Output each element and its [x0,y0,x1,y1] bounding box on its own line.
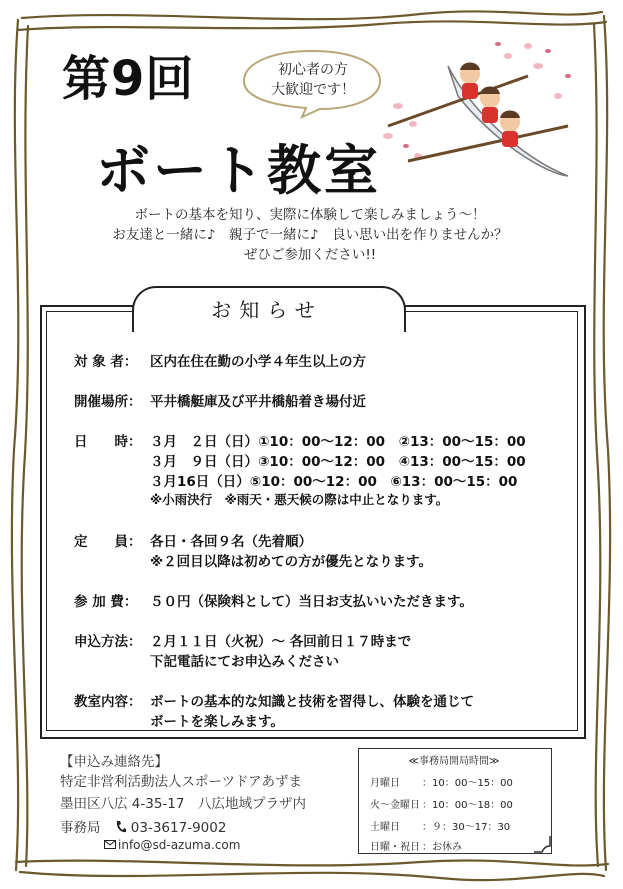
date-line-1: ３月 ２日（日）①10：00～12：00 ②13：00～15：00 [150,434,526,450]
contact-email-row [104,838,240,852]
hours-time: お休み [432,842,462,853]
mail-icon [104,840,116,849]
hours-time: 10：00～15：00 [432,778,513,789]
page-title-number: 第9回 [62,51,195,107]
content-label: 教室内容： [74,694,142,710]
apply-label: 申込方法： [74,634,142,650]
hours-time: 10：00～18：00 [432,800,513,811]
apply-value-1: ２月１１日（火祝）～ 各回前日１７時まで [150,634,412,650]
capacity-note: ※２回目以降は初めての方が優先となります。 [150,554,433,570]
rowing-boat-illustration [378,36,578,186]
hours-row: 月曜日 ：10：00～15：00 [370,774,513,789]
datetime-note: ※小雨決行 ※雨天・悪天候の際は中止となります。 [150,492,449,507]
fee-row [74,590,473,610]
datetime-row [74,430,526,450]
page-curl-icon [534,836,552,854]
contact-phone-row [60,816,226,836]
apply-row [74,630,411,650]
hours-day: 土曜日 [370,822,400,833]
target-label: 対 象 者： [74,354,138,370]
bubble-line-2: 大歓迎です！ [271,82,355,98]
content-value-2: ボートを楽しみます。 [150,714,284,730]
venue-value: 平井橋艇庫及び平井橋船着き場付近 [150,394,366,410]
venue-label: 開催場所： [74,394,142,410]
capacity-value: 各日・各回９名（先着順） [150,534,312,550]
contact-email[interactable]: info@sd-azuma.com [118,838,241,852]
content-value-1: ボートの基本的な知識と技術を習得し、体験を通じて [150,694,474,710]
notice-title: お知らせ [211,298,323,322]
hours-day: 月曜日 [370,778,400,789]
apply-value-2: 下記電話にてお申込みください [150,654,339,670]
hours-row: 火～金曜日 ：10：00～18：00 [370,796,513,811]
hours-row: 土曜日 ：９：30～17：30 [370,818,510,833]
hours-row: 日曜・祝日 ：お休み [370,838,462,853]
intro-line-2: お友達と一緒に♪ 親子で一緒に♪ 良い思い出を作りませんか？ [112,227,508,243]
content-row [74,690,474,710]
hours-day: 日曜・祝日 [370,842,420,853]
page-title: ボート教室 [96,139,381,202]
contact-org: 特定非営利活動法人スポーツドアあずま [60,774,303,790]
intro-text [60,205,560,265]
fee-value: ５０円（保険料として）当日お支払いいただきます。 [150,594,473,610]
office-label: 事務局 [60,820,101,836]
intro-line-3: ぜひご参加ください!! [243,247,377,263]
date-line-3: ３月16日（日）⑤10：00～12：00 ⑥13：00～15：00 [150,474,518,490]
venue-row [74,390,366,410]
contact-phone[interactable]: 03-3617-9002 [130,820,227,836]
hours-day: 火～金曜日 [370,800,420,811]
phone-icon [115,820,127,834]
target-row [74,350,366,370]
intro-line-1: ボートの基本を知り、実際に体験して楽しみましょう～！ [134,207,486,223]
contact-heading: 【申込み連絡先】 [60,754,168,770]
capacity-label: 定 員： [74,534,142,550]
contact-address: 墨田区八広 4-35-17 八広地域プラザ内 [60,796,306,812]
bubble-line-1: 初心者の方 [278,62,348,78]
date-line-2: ３月 ９日（日）③10：00～12：00 ④13：00～15：00 [150,454,526,470]
target-value: 区内在住在勤の小学４年生以上の方 [150,354,366,370]
hours-time: ９：30～17：30 [432,822,511,833]
datetime-label: 日 時： [74,434,142,450]
office-hours-title: ≪事務局開局時間≫ [408,756,500,767]
fee-label: 参 加 費： [74,594,138,610]
capacity-row [74,530,312,550]
speech-bubble-text [254,60,372,100]
